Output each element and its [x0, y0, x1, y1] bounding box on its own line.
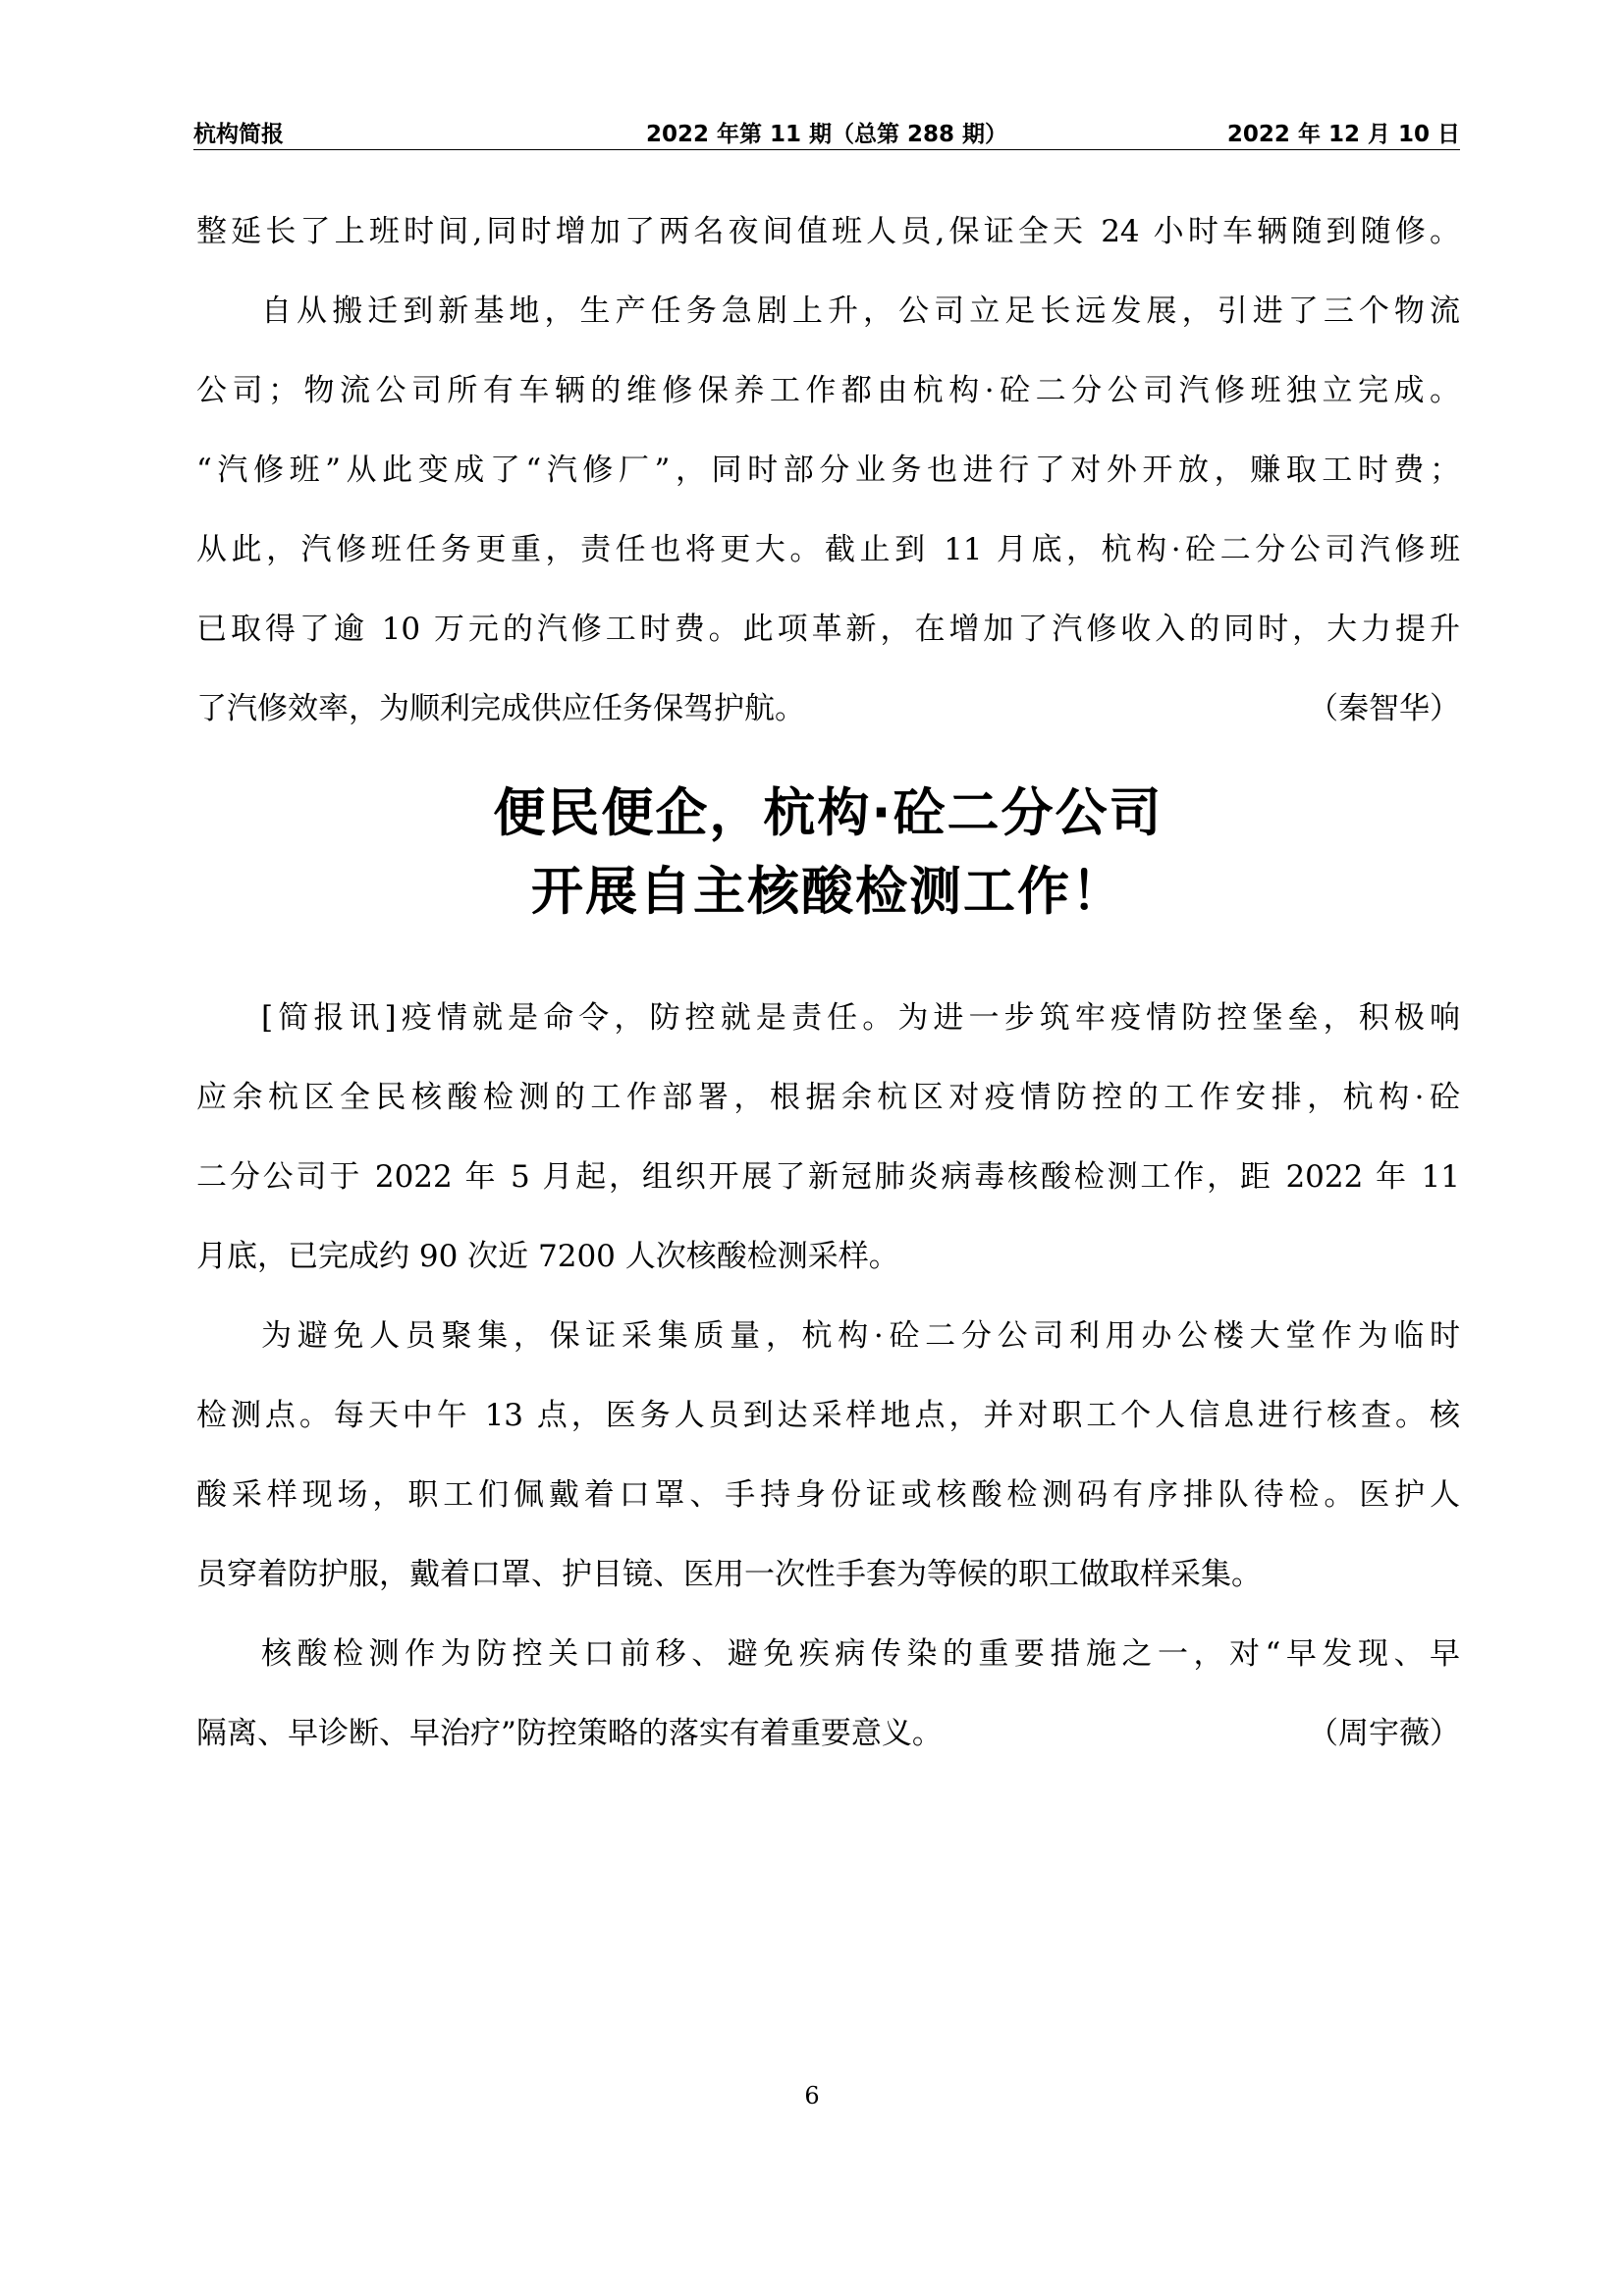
issue-date: 2022 年 12 月 10 日	[1226, 122, 1460, 147]
article-car-repair	[196, 192, 1460, 749]
paragraph-line: 核酸检测作为防控关口前移、避免疾病传染的重要措施之一，对“早发现、早	[261, 1636, 1460, 1672]
header-divider	[193, 149, 1460, 150]
issue-number: 2022 年第 11 期（总第 288 期）	[645, 122, 1008, 147]
paragraph-line: 自从搬迁到新基地，生产任务急剧上升，公司立足长远发展，引进了三个物流	[261, 294, 1460, 329]
newsletter-name: 杭构简报	[193, 122, 284, 147]
page-content	[196, 192, 1460, 1774]
title-line-2: 开展自主核酸检测工作！	[531, 862, 1125, 922]
paragraph-line	[196, 669, 1460, 749]
paragraph-line: 为避免人员聚集，保证采集质量，杭构·砼二分公司利用办公楼大堂作为临时	[261, 1318, 1460, 1354]
paragraph-line: 公司；物流公司所有车辆的维修保养工作都由杭构·砼二分公司汽修班独立完成。	[196, 373, 1460, 408]
paragraph-line: 检测点。每天中午 13 点，医务人员到达采样地点，并对职工个人信息进行核查。核	[196, 1398, 1460, 1433]
article-nucleic-acid-testing	[196, 979, 1460, 1774]
paragraph-line: [简报讯]疫情就是命令，防控就是责任。为进一步筑牢疫情防控堡垒，积极响	[261, 1000, 1460, 1036]
paragraph-line: “汽修班”从此变成了“汽修厂”，同时部分业务也进行了对外开放，赚取工时费；	[196, 453, 1460, 488]
article-title	[196, 774, 1460, 932]
paragraph-line: 酸采样现场，职工们佩戴着口罩、手持身份证或核酸检测码有序排队待检。医护人	[196, 1477, 1460, 1513]
paragraph-line: 应余杭区全民核酸检测的工作部署，根据余杭区对疫情防控的工作安排，杭构·砼	[196, 1080, 1460, 1115]
paragraph-text: 了汽修效率，为顺利完成供应任务保驾护航。	[196, 691, 805, 726]
title-line-1: 便民便企，杭构·砼二分公司	[493, 783, 1164, 843]
author-byline: （周宇薇）	[1308, 1716, 1460, 1751]
page-header	[193, 110, 1460, 149]
paragraph-line: 月底，已完成约 90 次近 7200 人次核酸检测采样。	[196, 1239, 899, 1274]
paragraph-line: 整延长了上班时间,同时增加了两名夜间值班人员,保证全天 24 小时车辆随到随修。	[196, 214, 1460, 249]
paragraph-line	[196, 1694, 1460, 1774]
page-number: 6	[804, 2082, 820, 2109]
author-byline: （秦智华）	[1308, 691, 1460, 726]
paragraph-line: 员穿着防护服，戴着口罩、护目镜、医用一次性手套为等候的职工做取样采集。	[196, 1557, 1262, 1592]
paragraph-text: 隔离、早诊断、早治疗”防控策略的落实有着重要意义。	[196, 1716, 943, 1751]
paragraph-line: 已取得了逾 10 万元的汽修工时费。此项革新，在增加了汽修收入的同时，大力提升	[196, 612, 1460, 647]
paragraph-line: 二分公司于 2022 年 5 月起，组织开展了新冠肺炎病毒核酸检测工作，距 2022 年 11	[196, 1159, 1460, 1195]
paragraph-line: 从此，汽修班任务更重，责任也将更大。截止到 11 月底，杭构·砼二分公司汽修班	[196, 532, 1460, 567]
